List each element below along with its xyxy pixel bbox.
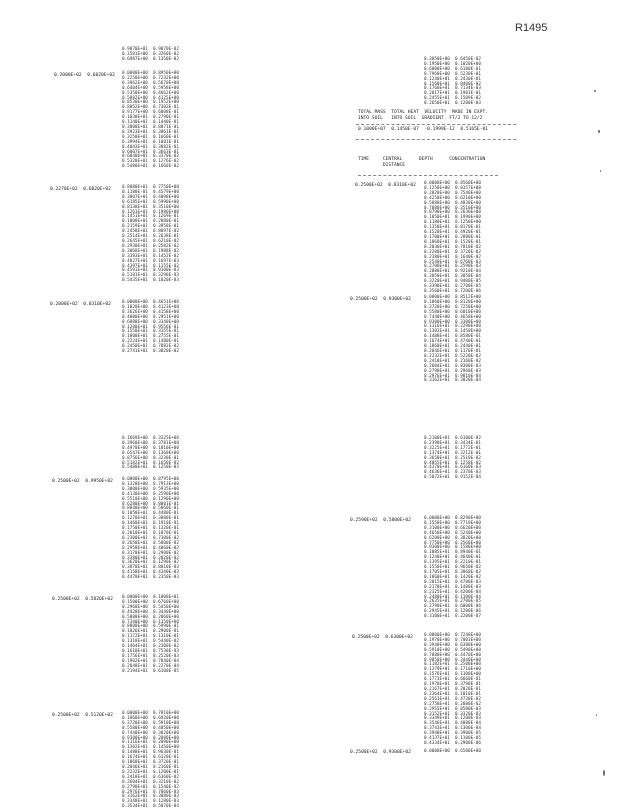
summary-rule — [356, 124, 516, 125]
data-block: 0.8880E+01 0.7750E+00 0.1180E-01 0.4579E+00 0.3807E+01 0.4098E+00 0.6185E+01 0.5990E+00 0.8138E+01 0.3510E+00 0.1261E+01 0.1980E+00 0.1451E+01 0.1269E-01 0.1808E+01 0.2880E-01 0.2159E+01 0.3958E-01 0.2458E+01 0.8097E-02 0.2514E+01 0.2638E-01 0.2645E+01 0.6210E-02 0.2930E+01 0.2582E-02 0.3068E+01 0.1988E-02 0.3383E+01 0.1452E-02 0.4027E+01 0.1697E-03 0.4397E+01 0.1155E-02 0.4591E+01 0.9100E-03 0.5181E+01 0.3290E-03 0.5435E+01 0.1020E-03 — [122, 185, 179, 284]
group-header: 0.2000E+02 0.8310E+02 — [50, 302, 111, 307]
data-block: 0.0000E+00 0.7810E+00 0.1860E+00 0.6920E+00 0.3720E+00 0.5910E+00 0.5580E+00 0.4850E+00 0.7440E+00 0.3820E+00 0.9300E+00 0.2880E+00 0.1116E+01 0.2090E+00 0.1302E+01 0.1450E+00 0.1488E+01 0.9630E-01 0.1674E+01 0.6120E-01 0.1860E+01 0.3720E-01 0.2046E+01 0.2160E-01 0.2232E+01 0.1200E-01 0.2418E+01 0.6360E-02 0.2604E+01 0.3210E-02 0.2790E+01 0.1540E-02 0.2976E+01 0.7060E-03 0.3162E+01 0.3080E-03 0.3348E+01 0.1280E-03 0.3534E+01 0.5070E-04 — [122, 711, 179, 810]
group-header: 0.2270E+02 0.6020E+02 — [50, 187, 111, 192]
data-block: 0.2100E+01 0.6100E-02 0.2390E+01 0.3434E-01 0.3225E+01 0.1772E-01 0.1374E+01 0.3212E-01 0.3650E+01 0.2510E-02 0.4055E+01 0.1258E-02 0.4370E+01 0.6160E-03 0.4636E+01 0.2370E-03 0.5072E+01 0.9152E-04 — [424, 436, 481, 481]
data-block: 0.1669E+00 0.3325E+00 0.3960E+00 0.3781E+00 0.4970E+00 0.1810E+00 0.6547E+00 0.1360E+00 0.8756E+00 0.3230E-01 0.5182E+01 0.1650E-02 0.5480E+01 0.1250E-03 — [122, 436, 179, 471]
data-block: 0.0000E+00 0.6580E+00 — [424, 749, 481, 754]
scan-speck — [600, 170, 601, 172]
group-header: 0.2500E+02 0.8310E+02 — [355, 183, 416, 188]
data-block: 0.0000E+00 0.7248E+00 0.1970E+00 0.7003E+00 0.3940E+00 0.6380E+00 0.5910E+00 0.5490E+00 0.7880E+00 0.4470E+00 0.9850E+00 0.3440E+00 0.1182E+01 0.2500E+00 0.1379E+01 0.1710E+00 0.1576E+01 0.1100E+00 0.1773E+01 0.6660E-01 0.1970E+01 0.3790E-01 0.2167E+01 0.2020E-01 0.2364E+01 0.1010E-01 0.2561E+01 0.4730E-02 0.2758E+01 0.2080E-02 0.2955E+01 0.8580E-03 0.3152E+01 0.3320E-03 0.3349E+01 0.1200E-03 0.3546E+01 0.4080E-04 0.3743E+01 0.1300E-04 0.3940E+01 0.3900E-05 0.4137E+01 0.1100E-05 0.4334E+01 0.2900E-06 — [424, 633, 481, 746]
data-block: 0.0000E+00 0.8950E+00 0.2250E+00 0.7232E+00 0.3962E+00 0.5670E+00 0.6404E+00 0.5958E+00 0.5358E+00 0.4662E+00 0.5882E+00 0.4125E+00 0.8530E+00 0.1952E+00 0.8852E+00 0.7302E-01 0.9177E+00 0.6008E-01 0.1030E+01 0.2790E-01 0.1140E+01 0.1440E-01 0.3800E+01 0.8071E-01 0.3923E+01 0.3861E-01 0.3250E+01 0.1660E-01 0.3994E+01 0.1081E-01 0.4043E+01 0.3882E-01 0.6007E+01 0.3663E-01 0.6040E+01 0.3370E-02 0.5320E+01 0.1276E-02 0.5480E+01 0.1660E-02 — [122, 71, 179, 170]
group-header: 0.2500E+02 0.9950E+02 — [52, 479, 113, 484]
page-id: R1495 — [515, 22, 548, 34]
scan-speck — [596, 714, 597, 716]
summary-values: 0.1000E+07 0.1450E-07 -0.1999E-12 0.5165E-01 — [358, 127, 488, 132]
data-block: 0.0000E+00 0.4651E+00 0.1820E+00 0.4123E+00 0.3626E+00 0.4158E+00 0.4080E+00 0.2951E+00 0.6888E+00 0.3340E+00 0.1200E+01 0.9556E-01 0.1550E+01 0.3355E-01 0.1800E+01 0.2755E-01 0.2224E+01 0.1480E-01 0.2450E+01 0.7882E-02 0.2741E+01 0.3020E-02 — [122, 300, 179, 355]
summary-rule-2 — [356, 139, 516, 140]
group-header: 0.2500E+02 0.9300E+02 — [350, 750, 411, 755]
summary-header-line2: INTO SOIL INTO SOIL GRADIENT FT/2 TO 12/2 — [358, 116, 483, 121]
table-header-rule — [358, 175, 498, 176]
group-header: 0.2500E+02 0.5120E+02 — [52, 713, 113, 718]
scan-speck — [598, 130, 600, 133]
data-block: 0.3050E+00 0.6450E-02 0.1950E+00 0.1020E+00 0.6000E+00 0.6180E-01 0.7960E+00 0.5230E-01 0.1240E+01 0.2430E-01 0.1560E+01 0.8400E-02 0.1760E+01 0.7134E-03 0.2017E+01 0.1981E-01 0.2455E+01 0.1509E-02 0.2650E+01 0.1200E-03 — [424, 57, 481, 107]
group-header: 0.2500E+02 0.9300E+02 — [350, 297, 411, 302]
data-block: 0.0000E+00 0.8560E+00 0.1250E+00 0.8357E+00 0.2820E+00 0.7540E+00 0.4250E+00 0.6210E+00 0.5880E+00 0.4830E+00 0.7080E+00 0.3510E+00 0.8790E+00 0.2630E+00 0.1050E+01 0.1990E+00 0.1180E+01 0.1250E+00 0.1350E+01 0.8170E-01 0.1520E+01 0.4920E-01 0.1700E+01 0.2880E-01 0.1860E+01 0.1520E-01 0.2030E+01 0.7810E-02 0.2200E+01 0.3720E-02 0.2380E+01 0.1640E-02 0.2540E+01 0.6760E-03 0.2700E+01 0.2590E-03 0.2880E+01 0.9210E-04 0.3050E+01 0.3050E-04 0.3220E+01 0.9400E-05 0.3390E+01 0.2700E-05 0.3560E+01 0.7200E-06 — [424, 181, 481, 294]
summary-header-line1: TOTAL MASS TOTAL HEAT VELOCITY MADE IN EXPT. — [358, 110, 488, 115]
data-block: 0.9870E+01 0.9070E-02 0.3501E+00 0.3260E-02 0.6987E+00 0.1350E-02 — [122, 47, 179, 62]
scan-speck — [594, 90, 596, 92]
table-header-line1: TIME CENTRAL DEPTH CONCENTRATION — [358, 157, 486, 162]
data-block: 0.0000E+00 0.1000E+01 0.1500E+00 0.6760E+00 0.2960E+00 0.5450E+00 0.4420E+00 0.3440E+00 0.5880E+00 0.2060E+00 0.7340E+00 0.1150E+00 0.8800E+00 0.5990E-01 0.1026E+01 0.2900E-01 0.1172E+01 0.1310E-01 0.1318E+01 0.5440E-02 0.1464E+01 0.2100E-02 0.1610E+01 0.7530E-03 0.1756E+01 0.2520E-03 0.1902E+01 0.7840E-04 0.2048E+01 0.2270E-04 0.2194E+01 0.6100E-05 — [122, 595, 179, 674]
data-block: 0.0000E+00 0.8795E+00 0.1320E+00 0.7913E+00 0.3000E+00 0.5935E+00 0.4130E+00 0.2590E+00 0.5510E+00 0.1290E+00 0.6280E+00 0.8001E-01 0.8840E+00 0.5060E-01 0.1050E+01 0.4480E-01 0.1270E+01 0.3080E-01 0.1460E+01 0.1910E-01 0.1750E+01 0.1320E-01 0.2010E+01 0.1070E-01 0.2300E+01 0.7300E-02 0.2650E+01 0.5800E-02 0.2950E+01 0.4060E-02 0.3170E+01 0.2900E-02 0.3380E+01 0.2020E-02 0.3620E+01 0.1290E-02 0.3870E+01 0.8010E-03 0.4150E+01 0.4340E-03 0.4470E+01 0.2350E-03 — [122, 477, 179, 581]
scan-speck — [603, 770, 605, 776]
data-block: 0.0000E+00 0.8512E+00 0.1860E+00 0.8120E+00 0.3720E+00 0.7250E+00 0.5580E+00 0.6010E+00 0.7440E+00 0.4650E+00 0.9300E+00 0.3380E+00 0.1116E+01 0.2290E+00 0.1302E+01 0.1450E+00 0.1488E+01 0.8580E-01 0.1674E+01 0.4740E-01 0.1860E+01 0.2440E-01 0.2046E+01 0.1170E-01 0.2232E+01 0.5220E-02 0.2418E+01 0.2160E-02 0.2604E+01 0.8300E-03 0.2790E+01 0.2960E-03 0.2976E+01 0.9810E-04 0.3162E+01 0.3020E-04 — [424, 295, 481, 384]
group-header: 0.2500E+02 0.6300E+02 — [352, 635, 413, 640]
data-block: 0.0000E+00 0.8290E+00 0.1550E+00 0.7710E+00 0.3100E+00 0.6620E+00 0.4650E+00 0.5240E+00 0.6200E+00 0.3820E+00 0.7750E+00 0.2560E+00 0.9300E+00 0.1580E+00 0.1085E+01 0.8940E-01 0.1240E+01 0.4640E-01 0.1395E+01 0.2210E-01 0.1550E+01 0.9650E-02 0.1705E+01 0.3860E-02 0.1860E+01 0.1420E-02 0.2015E+01 0.4780E-03 0.2170E+01 0.1480E-03 0.2325E+01 0.4200E-04 0.2480E+01 0.1100E-04 0.2635E+01 0.2700E-05 0.2790E+01 0.6000E-06 0.2945E+01 0.1200E-06 0.3100E+01 0.2200E-07 — [424, 516, 481, 620]
group-header: 0.2590E+02 0.5800E+02 — [350, 518, 411, 523]
table-header-line2: DISTANCE — [358, 163, 406, 168]
group-header: 0.2500E+02 0.5820E+02 — [52, 597, 113, 602]
group-header: 0.2000E+02 0.6020E+02 — [54, 73, 115, 78]
